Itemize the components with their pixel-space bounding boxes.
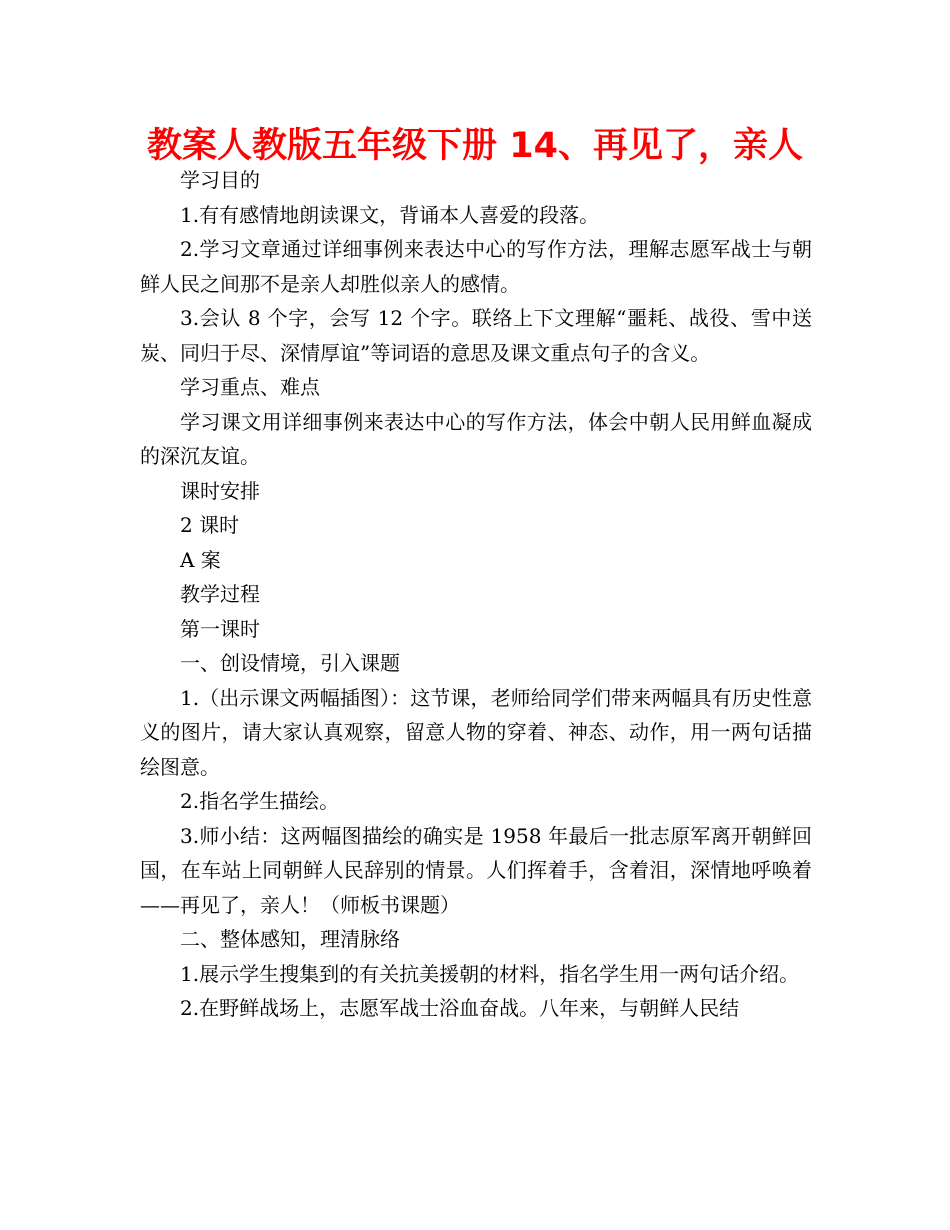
section-heading-key-points: 学习重点、难点 (180, 375, 320, 399)
objective-1: 1.有有感情地朗读课文，背诵本人喜爱的段落。 (180, 202, 600, 227)
step-1-item-1: 1.（出示课文两幅插图）：这节课，老师给同学们带来两幅具有历史性意义的图片，请大家认真观察，留意人物的穿着、神态、动作，用一两句话描绘图意。 (140, 685, 812, 779)
plan-label: A 案 (180, 547, 221, 572)
document-title: 教案人教版五年级下册 14、再见了，亲人 (147, 126, 803, 166)
schedule-text: 2 课时 (180, 513, 240, 537)
step-heading-2: 二、整体感知，理清脉络 (180, 927, 400, 951)
step-1-item-3: 3.师小结：这两幅图描绘的确实是 1958 年最后一批志原军离开朝鲜回国，在车站上同朝鲜人民辞别的情景。人们挥着手，含着泪，深情地呼唤着——再见了，亲人！（师板书课题） (140, 823, 812, 917)
section-heading-objectives: 学习目的 (180, 168, 260, 192)
objective-3: 3.会认 8 个字，会写 12 个字。联络上下文理解“噩耗、战役、雪中送炭、同归于尽、深情厚谊”等词语的意思及课文重点句子的含义。 (140, 306, 812, 365)
lesson-heading-first: 第一课时 (180, 616, 260, 641)
section-heading-process: 教学过程 (180, 582, 260, 606)
step-2-item-1: 1.展示学生搜集到的有关抗美援朝的材料，指名学生用一两句话介绍。 (180, 961, 800, 986)
key-points-text: 学习课文用详细事例来表达中心的写作方法，体会中朝人民用鲜血凝成的深沉友谊。 (140, 409, 812, 468)
step-heading-1: 一、创设情境，引入课题 (180, 651, 400, 675)
section-heading-schedule: 课时安排 (180, 478, 260, 503)
step-2-item-2: 2.在野鲜战场上，志愿军战士浴血奋战。八年来，与朝鲜人民结 (180, 996, 740, 1020)
document-body (140, 163, 812, 1026)
step-1-item-2: 2.指名学生描绘。 (180, 789, 340, 813)
objective-2: 2.学习文章通过详细事例来表达中心的写作方法，理解志愿军战士与朝鲜人民之间那不是亲人却胜似亲人的感情。 (140, 237, 812, 296)
